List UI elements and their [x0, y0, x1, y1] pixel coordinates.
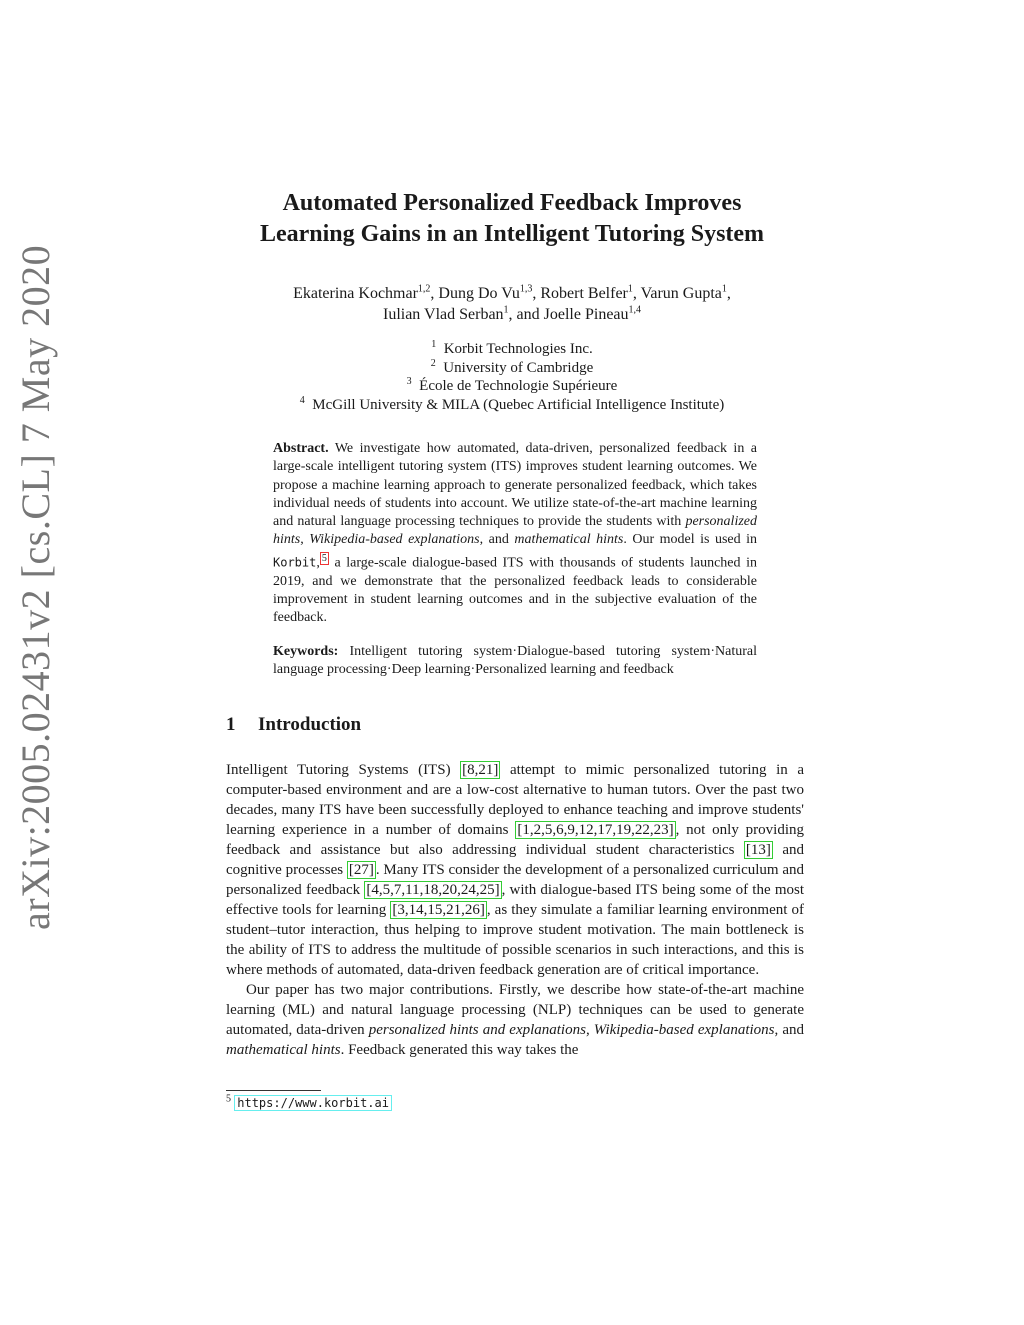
- abstract-text: , and: [479, 532, 509, 548]
- affiliation-item: [0, 340, 1024, 359]
- abstract-text: a large-scale dialogue-based ITS with thousands of students launched in 2019, and we demonstrate that the personalized feedback leads to considerable improvement in student learning outcomes and in the subjective evaluation of the feedback.: [273, 555, 757, 626]
- footnote-url-link[interactable]: https://www.korbit.ai: [234, 1095, 392, 1111]
- arxiv-identifier: arXiv:2005.02431v2 [cs.CL] 7 May 2020: [13, 244, 58, 930]
- abstract-label: Abstract.: [273, 441, 329, 456]
- section-heading: [226, 714, 361, 736]
- abstract-text: ,: [300, 532, 304, 548]
- author-name: and Joelle Pineau: [516, 306, 629, 323]
- body-text: and cognitive processes: [226, 842, 805, 878]
- keywords: [273, 643, 757, 680]
- author-affil-sup: 1,4: [628, 304, 642, 316]
- footnote-number: 5: [226, 1093, 231, 1105]
- citation-link[interactable]: [8,21]: [462, 762, 499, 778]
- abstract-emphasis: mathematical hints: [514, 532, 624, 548]
- author-line-1: Ekaterina Kochmar$^{1,2}$, Dung Do Vu$^{1,3}$, Robert Belfer$^1$, Varun Gupta$^1$,: [293, 283, 731, 302]
- affiliation-item: [0, 396, 1024, 415]
- author-line-2: Iulian Vlad Serban$^1$, and Joelle Pineau$^{1,4}$: [382, 304, 642, 323]
- paper-title: [0, 188, 1024, 250]
- author-name: Dung Do Vu: [438, 285, 520, 302]
- paragraph: [226, 760, 804, 980]
- paragraph: [226, 980, 804, 1060]
- body-emphasis: personalized hints and explanations: [368, 1022, 586, 1038]
- footnote-link[interactable]: 5: [321, 552, 327, 564]
- citation-link[interactable]: [3,14,15,21,26]: [392, 902, 485, 918]
- footnote: [226, 1095, 392, 1111]
- body-text: Our paper has two major contributions. Firstly, we describe how state-of-the-art machine learning (ML) and natural language processing (NLP) techniques can be used to generate automated, data-driven: [226, 982, 804, 1038]
- affiliation-item: [0, 377, 1024, 396]
- affiliation-name: University of Cambridge: [443, 359, 594, 376]
- body-text: , with dialogue-based ITS being some of the most effective tools for learning: [226, 882, 804, 918]
- title-line-1: Automated Personalized Feedback Improves: [282, 190, 742, 216]
- affiliation-number: 2: [430, 357, 436, 369]
- body-emphasis: mathematical hints: [226, 1042, 341, 1058]
- author-affil-sup: 1: [721, 283, 727, 295]
- author-affil-sup: 1: [503, 304, 509, 316]
- author-list: [0, 283, 1024, 325]
- affiliation-item: [0, 359, 1024, 378]
- body-text: Intelligent Tutoring Systems (ITS): [226, 762, 451, 778]
- abstract: Abstract. We investigate how automated, data-driven, personalized feedback in a large-scale intelligent tutoring system (ITS) improves student learning outcomes. We propose a machine learning approach to generate personalized feedback, which takes individual needs of students into account. We utilize state-of-the-art machine learning and natural language processing techniques to provide the students with personalized hints, Wikipedia-based explanations, and mathematical hints. Our model is used in Korbit, $^5$ a large-scale dialogue-based ITS with thousands of students launched in 2019, and we demonstrate that the personalized feedback leads to considerable improvement in student learning outcomes and in the subjective evaluation of the feedback.: [273, 441, 758, 626]
- abstract-emphasis: Wikipedia-based explanations: [309, 532, 480, 548]
- title-line-2: Learning Gains in an Intelligent Tutoring System: [259, 221, 765, 247]
- footnote-divider: [226, 1090, 321, 1091]
- keywords-label: Keywords:: [273, 644, 339, 659]
- body-text: , as they simulate a familiar learning environment of student–tutor interaction, thus helping to improve student motivation. The main bottleneck is the ability of ITS to address the multitude of possible scenarios in such interactions, and this is where methods of automated, data-driven feedback generation are of critical importance.: [226, 902, 805, 978]
- author-name: Robert Belfer: [540, 285, 628, 302]
- section-title: Introduction: [258, 714, 362, 735]
- author-affil-sup: 1,3: [519, 283, 533, 295]
- affiliation-number: 1: [431, 339, 437, 350]
- body-text: , and: [774, 1022, 805, 1038]
- body-text: attempt to mimic personalized tutoring in a computer-based environment and are a low-cost alternative to human tutors. Over the past two decades, many ITS have been successfully deployed to enhance teaching and improve students' learning experience in a number of domains: [226, 762, 805, 838]
- affiliation-name: Korbit Technologies Inc.: [443, 341, 593, 357]
- citation-link[interactable]: [1,2,5,6,9,12,17,19,22,23]: [517, 822, 674, 838]
- keywords-text: Intelligent tutoring system·Dialogue-based tutoring system·Natural language processing·Deep learning·Personalized learning and feedback: [273, 644, 758, 678]
- body-emphasis: Wikipedia-based explanations: [593, 1022, 775, 1038]
- author-name: Varun Gupta: [640, 285, 722, 302]
- affiliation-name: École de Technologie Supérieure: [419, 378, 618, 394]
- body-text: , not only providing feedback and assistance but also addressing individual student characteristics: [226, 822, 804, 858]
- korbit-name: Korbit: [273, 555, 317, 570]
- body-text: . Many ITS consider the development of a personalized curriculum and personalized feedback: [226, 862, 805, 898]
- abstract-emphasis: personalized hints: [273, 514, 757, 548]
- abstract-text: We investigate how automated, data-driven, personalized feedback in a large-scale intelligent tutoring system (ITS) improves student learning outcomes. We propose a machine learning approach to generate personalized feedback, which takes individual needs of students into account. We utilize state-of-the-art machine learning and natural language processing techniques to provide the students with: [273, 441, 757, 530]
- author-name: Ekaterina Kochmar: [293, 285, 418, 302]
- citation-link[interactable]: [13]: [745, 842, 771, 858]
- section-number: 1: [226, 714, 236, 735]
- affiliation-number: 4: [299, 394, 305, 406]
- affiliation-list: [0, 340, 1024, 414]
- affiliation-name: McGill University & MILA (Quebec Artificial Intelligence Institute): [312, 396, 725, 413]
- citation-link[interactable]: [4,5,7,11,18,20,24,25]: [366, 882, 500, 898]
- affiliation-number: 3: [406, 376, 412, 387]
- abstract-text: . Our model is used in: [623, 532, 758, 548]
- body-text: . Feedback generated this way takes the: [340, 1042, 579, 1058]
- body-text: ,: [585, 1022, 590, 1038]
- introduction-body: [226, 760, 804, 1060]
- author-affil-sup: 1,2: [417, 283, 431, 295]
- author-affil-sup: 1: [627, 283, 633, 295]
- citation-link[interactable]: [27]: [348, 862, 374, 878]
- author-name: Iulian Vlad Serban: [382, 306, 504, 323]
